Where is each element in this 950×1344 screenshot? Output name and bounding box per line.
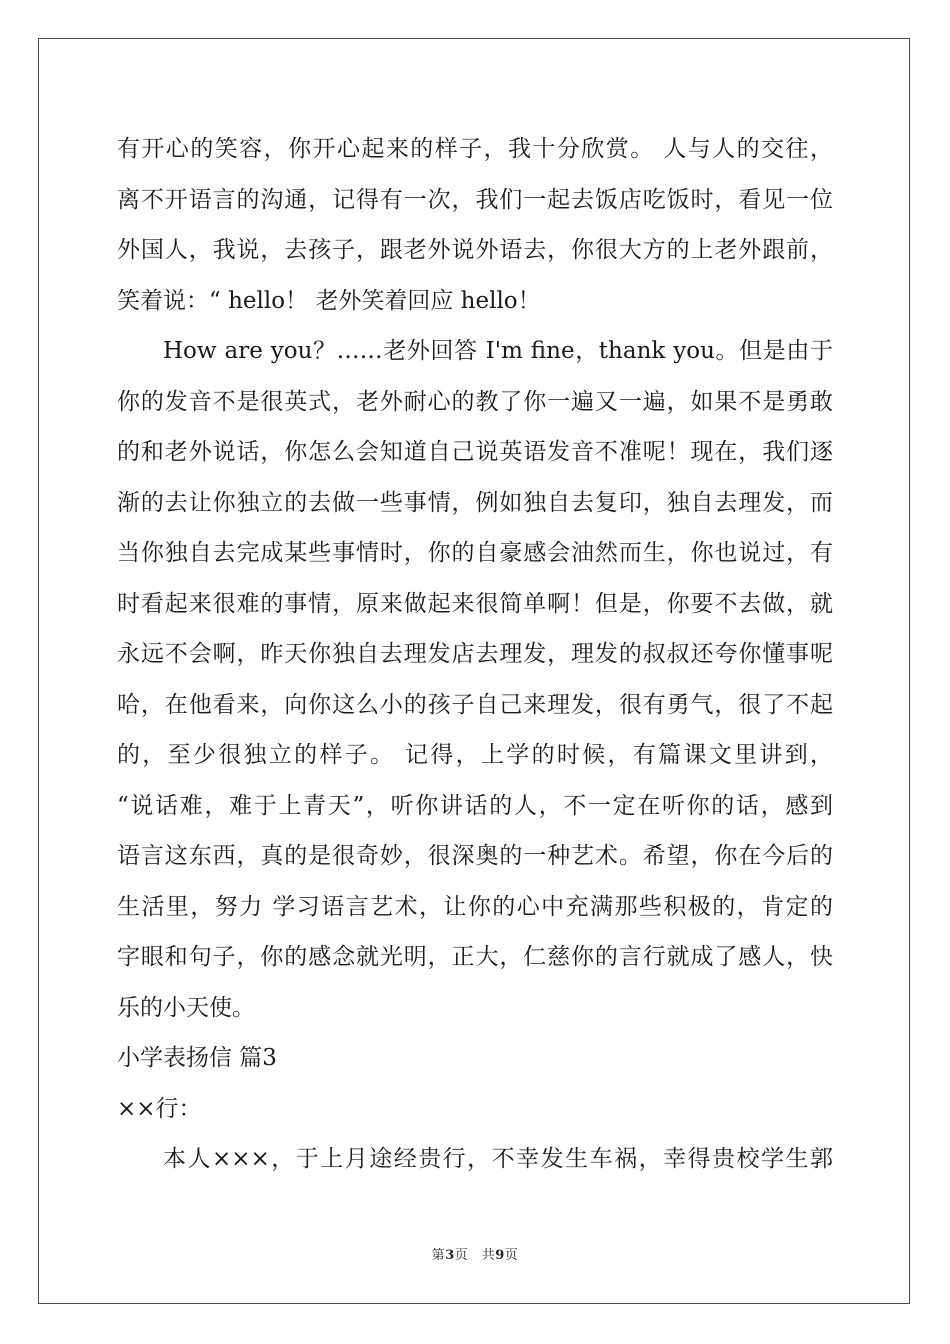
text-line: 语言这东西，真的是很奇妙，很深奥的一种艺术。希望，你在今后的	[117, 843, 833, 869]
text-line: “说话难，难于上青天”，听你讲话的人，不一定在听你的话，感到	[117, 792, 833, 819]
text-line: 的和老外说话，你怎么会知道自己说英语发音不准呢！现在，我们逐	[117, 439, 833, 465]
text-line: 外国人，我说，去孩子，跟老外说外语去，你很大方的上老外跟前，	[117, 237, 833, 263]
current-page-number: 3	[445, 1248, 455, 1263]
text-line: 当你独自去完成某些事情时，你的自豪感会油然而生，你也说过，有	[117, 540, 833, 566]
text-line: 哈，在他看来，向你这么小的孩子自己来理发，很有勇气，很了不起	[117, 691, 833, 718]
text-line: 字眼和句子，你的感念就光明，正大，仁慈你的言行就成了感人，快	[117, 944, 833, 970]
text-line: 有开心的笑容，你开心起来的样子，我十分欣赏。 人与人的交往，	[117, 136, 833, 162]
page-label-mid: 页 共	[454, 1248, 496, 1263]
page-label-prefix: 第	[431, 1248, 446, 1263]
document-body	[117, 124, 833, 1185]
page-footer	[0, 1244, 950, 1263]
text-line: 渐的去让你独立的去做一些事情，例如独自去复印，独自去理发，而	[117, 489, 833, 516]
paragraph-first-line: How are you？……老外回答 I'm fine，thank you。但是由于	[163, 338, 833, 364]
salutation: ××行：	[117, 1095, 202, 1122]
text-line: 离不开语言的沟通，记得有一次，我们一起去饭店吃饭时，看见一位	[117, 186, 833, 213]
text-line: 笑着说：“ hello！ 老外笑着回应 hello！	[117, 287, 541, 314]
section-heading: 小学表扬信 篇3	[117, 1045, 277, 1071]
text-line: 乐的小天使。	[117, 994, 255, 1021]
text-line: 的，至少很独立的样子。 记得，上学的时候，有篇课文里讲到，	[117, 742, 833, 768]
page-label-suffix: 页	[504, 1248, 519, 1263]
paragraph-first-line: 本人×××，于上月途经贵行，不幸发生车祸，幸得贵校学生郭	[163, 1146, 833, 1172]
text-line: 永远不会啊，昨天你独自去理发店去理发，理发的叔叔还夸你懂事呢	[117, 641, 833, 667]
text-line: 生活里，努力 学习语言艺术，让你的心中充满那些积极的，肯定的	[117, 893, 833, 920]
total-page-number: 9	[495, 1248, 505, 1263]
text-line: 你的发音不是很英式，老外耐心的教了你一遍又一遍，如果不是勇敢	[117, 388, 833, 415]
text-line: 时看起来很难的事情，原来做起来很简单啊！但是，你要不去做，就	[117, 590, 833, 617]
